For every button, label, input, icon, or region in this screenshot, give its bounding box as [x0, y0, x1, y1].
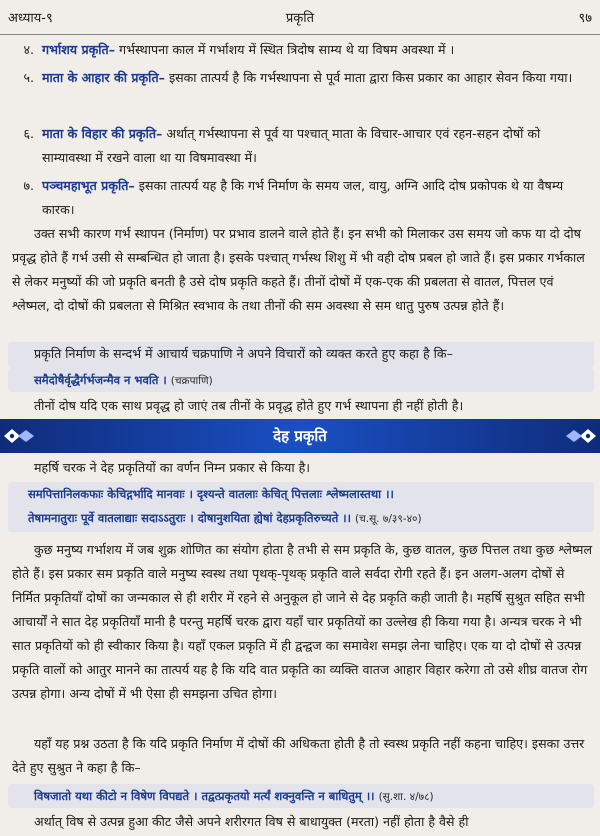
paragraph-dosha-prakriti: उक्त सभी कारण गर्भ स्थापन (निर्माण) पर प्रभाव डालने वाले होते हैं। इन सभी को मिलाकर उस समय जो कफ या दो दोष प्रवृद्ध होते हैं गर्भ उसी से सम्बन्धित हो जाता है। इसके पश्चात् गर्भस्थ शिशु में भी वही दोष प्रबल हो जाते हैं। इस प्रकार गर्भकाल से लेकर मनुष्यों की जो प्रकृति बनती है उसे दोष प्रकृति कहते हैं। तीनों दोषों में एक-एक की प्रबलता से वातल, पित्तल एवं श्लेष्मल, दो दोषों की प्रबलता से मिश्रित स्वभाव के तथा तीनों की सम अवस्था से सम धातु पुरुष उत्पन्न होते हैं।: [12, 226, 585, 313]
list-item: [12, 174, 592, 222]
paragraph-explanation: अर्थात् विष से उत्पन्न हुआ कीट जैसे अपने शरीरगत विष से बाधायुक्त (मरता) नहीं होता है वैसे ही: [34, 814, 469, 829]
paragraph-charak-intro: महर्षि चरक ने देह प्रकृतियों का वर्णन निम्न प्रकार से किया है।: [34, 460, 311, 475]
page-running-title: प्रकृति: [285, 11, 315, 26]
paragraph-deh-prakriti: कुछ मनुष्य गर्भाशय में जब शुक्र शोणित का संयोग होता है तभी से सम प्रकृति के, कुछ वातल, कुछ पित्तल तथा कुछ श्लेष्मल होते हैं। इस प्रकार सम प्रकृति वाले मनुष्य स्वस्थ तथा पृथक्-पृथक् प्रकृति वाले सर्वदा रोगी रहते हैं। इन अलग-अलग दोषों से निर्मित प्रकृतियाँ दोषों का जन्मकाल से ही शरीर में रहने से अनुकूल हो जाने से देह प्रकृति कही जाती है। महर्षि सुश्रुत सहित सभी आचार्यों ने सात देह प्रकृतियाँ मानी है परन्तु महर्षि चरक द्वारा यहाँ चार प्रकृतियों का उल्लेख ही किया गया है। अन्यत्र चरक ने भी सात प्रकृतियों को ही स्वीकार किया है। यहाँ एकल प्रकृति में ही द्वन्द्वज का समावेश समझ लेना चाहिए। एक या दो दोषों से उत्पन्न प्रकृति वालों को आतुर मानने का तात्पर्य यह है कि यदि वात प्रकृति का व्यक्ति वातज आहार विहार करेगा तो उसे शीघ्र वातज रोग उत्पन्न होगा। अन्य दोषों में भी ऐसा ही समझना उचित होगा।: [12, 542, 593, 701]
list-item: [12, 122, 592, 170]
page-header: [0, 0, 600, 35]
paragraph-question: यहाँ यह प्रश्न उठता है कि यदि प्रकृति निर्माण में दोषों की अधिकता होती है तो स्वस्थ प्रकृति नहीं कहना चाहिए। इसका उत्तर देते हुए सुश्रुत ने कहा है कि–: [12, 736, 585, 775]
list-item-text: अर्थात् गर्भस्थापना से पूर्व या पश्चात् माता के विचार-आचार एवं रहन-सहन दोषों को साम्यावस्था में रखने वाला था या विषमावस्था में।: [42, 126, 541, 165]
list-item-term: पञ्चमहाभूत प्रकृति–: [42, 178, 135, 193]
right-ornament-icon: [564, 425, 598, 447]
page-number: ९७: [578, 11, 592, 26]
list-item-term: माता के आहार की प्रकृति–: [42, 70, 165, 85]
chakrapani-verse: समैदोषैर्वृद्धैर्गर्भजन्मैव न भवति ।: [34, 373, 167, 387]
charak-verse-line-1: समपित्तानिलकफाः केचिद्गर्भादि मानवाः । दृश्यन्ते वातलाः केचित् पित्तलाः श्लेष्मलास्तथा ।।: [28, 487, 394, 501]
sushruta-verse: विषजातो यथा कीटो न विषेण विपद्यते । तद्वत्प्रकृतयो मर्त्यं शक्नुवन्ति न बाधितुम् ।।: [34, 789, 375, 803]
list-item-term: गर्भाशय प्रकृति–: [42, 42, 116, 57]
list-item-text: इसका तात्पर्य है कि गर्भस्थापना से पूर्व माता द्वारा किस प्रकार का आहार सेवन किया गया।: [164, 70, 573, 85]
list-item-number: ६.: [23, 126, 34, 141]
quote-intro: प्रकृति निर्माण के सन्दर्भ में आचार्य चक्रपाणि ने अपने विचारों को व्यक्त करते हुए कहा है कि–: [34, 346, 453, 361]
list-item-text: गर्भस्थापना काल में गर्भाशय में स्थित त्रिदोष साम्य थे या विषम अवस्था में ।: [115, 42, 455, 57]
list-item: [12, 66, 592, 90]
quote-intro-box: [8, 342, 594, 368]
list-item-text: इसका तात्पर्य यह है कि गर्भ निर्माण के समय जल, वायु, अग्नि आदि दोष प्रकोपक थे या वैषम्य कारक।: [42, 178, 564, 217]
verse-source: (सु.शा. ४/७८): [378, 791, 434, 803]
sushruta-verse-box: [8, 784, 594, 808]
verse-source: (चक्रपाणि): [170, 375, 213, 387]
verse-source: (च.सू. ७/३९-४०): [354, 513, 422, 525]
list-item-number: ५.: [23, 70, 34, 85]
list-item-number: ७.: [23, 178, 34, 193]
section-title: देह प्रकृति: [273, 427, 327, 445]
charak-verse-box: [8, 482, 594, 532]
list-item-number: ४.: [23, 42, 34, 57]
list-item: [12, 38, 592, 62]
chapter-label: अध्याय-९: [8, 11, 53, 26]
charak-verse-line-2: तेषामनातुराः पूर्वे वातलाद्याः सदाऽऽतुराः । दोषानुशयिता ह्येषां देहप्रकृतिरुच्यते ।।: [28, 511, 351, 525]
chakrapani-verse-box: [8, 368, 594, 392]
section-banner: [0, 419, 600, 453]
quote-explanation: तीनों दोष यदि एक साथ प्रवृद्ध हो जाएं तब तीनों के प्रवृद्ध होते हुए गर्भ स्थापना ही नहीं होती है।: [34, 398, 464, 413]
list-item-term: माता के विहार की प्रकृति–: [42, 126, 163, 141]
